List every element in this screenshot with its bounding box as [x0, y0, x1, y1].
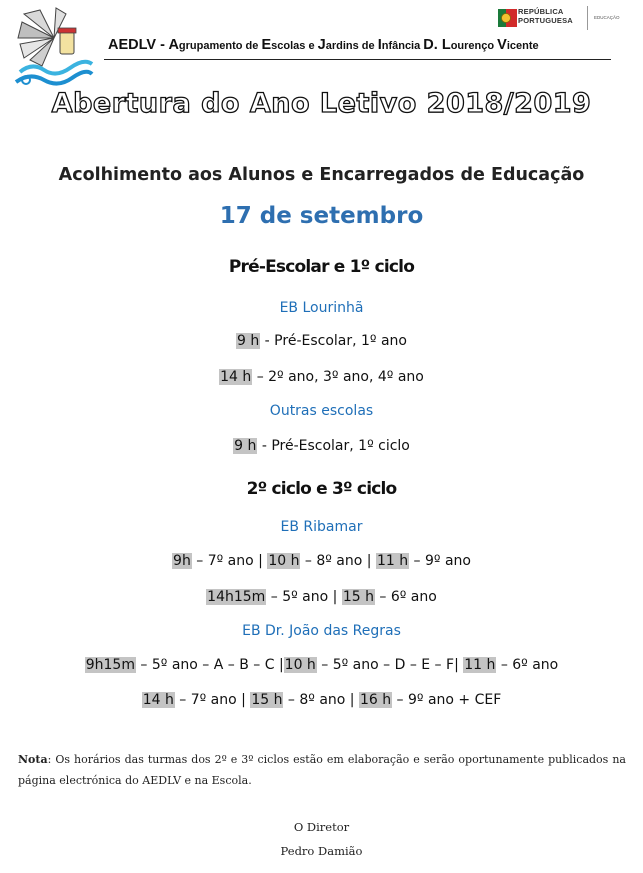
school-name: EB Ribamar — [280, 519, 363, 535]
signature-role: O Diretor — [293, 820, 350, 834]
org-name-part: nfância — [381, 40, 424, 52]
schedule-line — [0, 438, 643, 454]
org-name-part: icente — [506, 40, 539, 52]
signature-name: Pedro Damião — [280, 844, 363, 858]
schedule-text: – 7º ano | — [191, 553, 268, 569]
schedule-text: – 8º ano | — [300, 553, 376, 569]
time-highlight: 15 h — [251, 692, 283, 708]
school-logo — [14, 6, 94, 92]
org-name-initial: A — [168, 37, 179, 53]
footnote — [18, 749, 626, 791]
schedule-line — [0, 589, 643, 605]
time-highlight: 9h — [173, 553, 191, 569]
org-name-initial: E — [261, 37, 272, 53]
time-highlight: 10 h — [284, 657, 316, 673]
school-name: Outras escolas — [269, 403, 374, 419]
org-name-initial: V — [497, 37, 507, 53]
time-highlight: 11 h — [376, 553, 409, 569]
header-divider — [104, 59, 611, 60]
org-name-part: ourenço — [450, 40, 498, 52]
schedule-text: – 8º ano | — [283, 692, 359, 708]
time-highlight: 15 h — [342, 589, 374, 605]
time-highlight: 11 h — [464, 657, 496, 673]
time-highlight: 16 h — [359, 692, 392, 708]
time-highlight: 14 h — [142, 692, 174, 708]
schedule-text: – 6º ano — [496, 657, 559, 673]
ministry-label: EDUCAÇÃO — [594, 15, 620, 20]
org-name-part: e — [308, 40, 318, 52]
time-highlight: 9 h — [234, 438, 257, 454]
government-separator — [587, 6, 588, 30]
schedule-line — [0, 369, 643, 385]
org-name-part: ardins — [325, 40, 362, 52]
schedule-line — [0, 553, 643, 569]
schedule-text: – 5º ano – A – B – C | — [135, 657, 284, 673]
government-name: REPÚBLICA PORTUGUESA — [518, 7, 573, 25]
org-name-part: scolas — [271, 40, 309, 52]
section-heading: 2º ciclo e 3º ciclo — [246, 479, 397, 499]
org-name-part: de — [245, 40, 262, 52]
schedule-line — [0, 657, 643, 673]
org-name-initial: D. L — [423, 37, 451, 53]
org-name-part: grupamento — [178, 40, 246, 52]
schedule-line — [0, 692, 643, 708]
schedule-text: – 9º ano — [409, 553, 471, 569]
schedule-text: – 5º ano – D – E – F| — [316, 657, 464, 673]
schedule-text: – 5º ano | — [266, 589, 342, 605]
school-name: EB Lourinhã — [279, 300, 364, 316]
schedule-text: - Pré-Escolar, 1º ciclo — [257, 438, 410, 454]
school-name: EB Dr. João das Regras — [242, 623, 401, 639]
footnote-label: Nota — [18, 753, 48, 766]
schedule-text: – 2º ano, 3º ano, 4º ano — [252, 369, 424, 385]
schedule-text: – 6º ano — [374, 589, 437, 605]
schedule-line — [0, 333, 643, 349]
footnote-text: : Os horários das turmas dos 2º e 3º ciclos estão em elaboração e serão oportunamente publicados na página electrónica do AEDLV e na Escola. — [18, 753, 626, 787]
time-highlight: 10 h — [268, 553, 300, 569]
document-subtitle: Acolhimento aos Alunos e Encarregados de Educação — [58, 165, 585, 185]
time-highlight: 14h15m — [207, 589, 266, 605]
org-name-initial: J — [317, 37, 326, 53]
document-title: Abertura do Ano Letivo 2018/2019 — [51, 88, 592, 119]
time-highlight: 14 h — [220, 369, 252, 385]
organization-name: AEDLV - Agrupamento de Escolas e Jardins de Infância D. Lourenço Vicente — [108, 37, 539, 53]
org-name-initial: I — [377, 37, 382, 53]
page-header — [0, 0, 643, 95]
time-highlight: 9 h — [237, 333, 260, 349]
section-heading: Pré-Escolar e 1º ciclo — [228, 257, 415, 277]
schedule-text: – 7º ano | — [174, 692, 251, 708]
schedule-text: - Pré-Escolar, 1º ano — [260, 333, 407, 349]
time-highlight: 9h15m — [85, 657, 135, 673]
schedule-text: – 9º ano + CEF — [392, 692, 502, 708]
event-date: 17 de setembro — [219, 203, 424, 229]
org-name-part: de — [361, 40, 378, 52]
